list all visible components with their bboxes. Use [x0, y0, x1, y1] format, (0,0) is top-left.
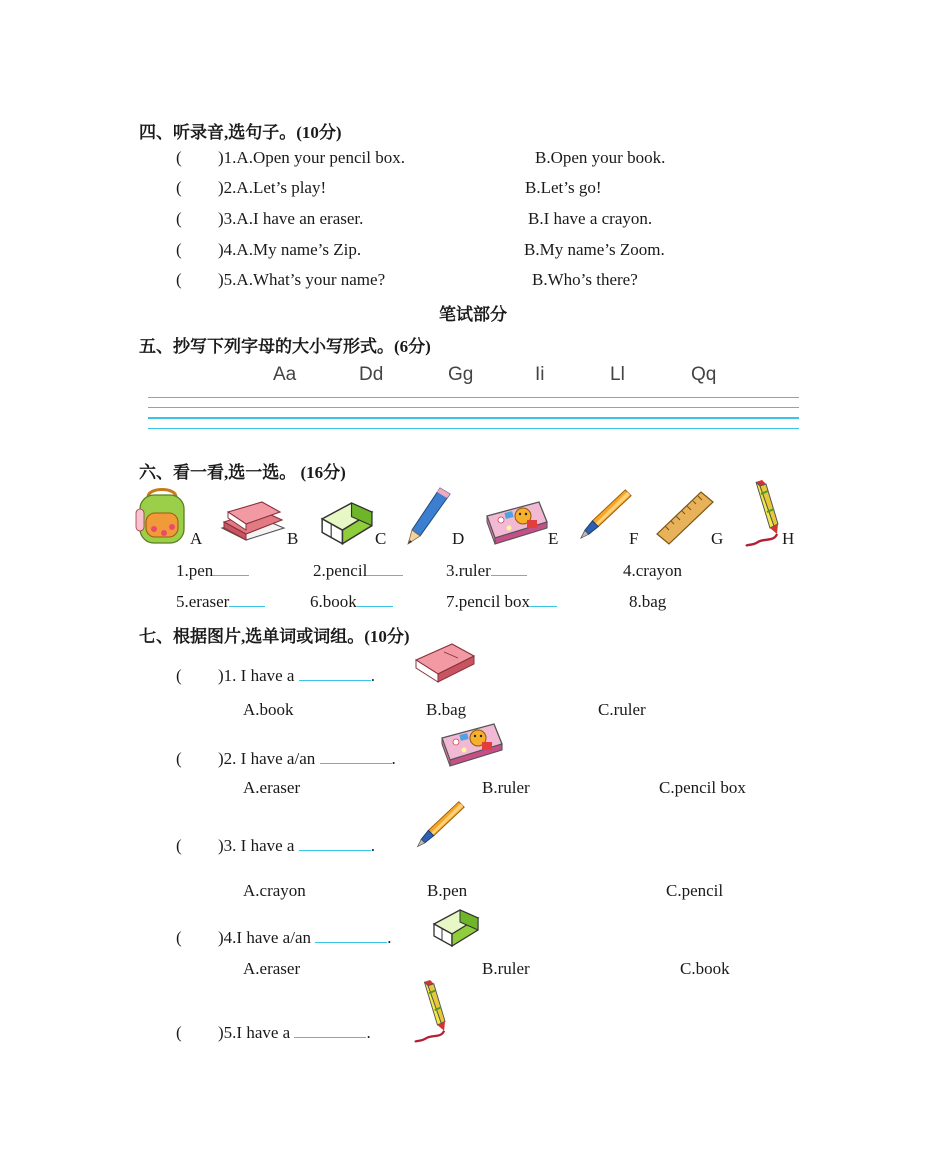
option-a: A.My name’s Zip. [236, 240, 362, 259]
match-word: 5.eraser [176, 592, 230, 611]
listen-item-4-a [218, 240, 361, 260]
listen-item-4-b: B.My name’s Zoom. [524, 240, 665, 259]
answer-paren: ( [176, 928, 182, 947]
pencil-icon [404, 486, 452, 546]
answer-blank[interactable] [213, 561, 249, 576]
answer-blank[interactable] [491, 561, 527, 576]
match-word: 2.pencil [313, 561, 368, 580]
listen-item-3-b: B.I have a crayon. [528, 209, 653, 228]
question-number: )4. [218, 928, 237, 947]
option-a: A.eraser [243, 778, 301, 797]
section-6-title: 六、看一看,选一选。 (16分) [139, 463, 346, 482]
backpack-icon [134, 485, 190, 547]
eraser-icon [430, 902, 482, 948]
writing-line [148, 417, 799, 419]
letter-pair: Aa [273, 364, 297, 385]
section-4-title: 四、听录音,选句子。(10分) [139, 123, 342, 142]
match-item-2 [313, 561, 403, 581]
picture-label: F [629, 529, 639, 548]
question-5 [218, 1023, 371, 1043]
match-item-7 [446, 592, 557, 612]
question-number: )1. [218, 666, 237, 685]
item-number: )4. [218, 240, 237, 259]
letter-pair: Gg [448, 364, 474, 385]
item-number: )5. [218, 270, 237, 289]
question-1 [218, 666, 375, 686]
option-b: B.ruler [482, 959, 530, 978]
picture-label: C [375, 529, 387, 548]
question-2 [218, 749, 396, 769]
item-number: )2. [218, 178, 237, 197]
section-7-title: 七、根据图片,选单词或词组。(10分) [139, 627, 410, 646]
answer-paren: ( [176, 666, 182, 685]
question-end: . [370, 836, 375, 855]
question-end: . [370, 666, 375, 685]
letter-pair: Ll [610, 364, 625, 385]
pen-icon [577, 487, 633, 543]
eraser-icon [316, 494, 378, 546]
question-3 [218, 836, 375, 856]
picture-label: H [782, 529, 795, 548]
match-word: 4.crayon [623, 561, 683, 580]
writing-line [148, 407, 799, 408]
question-4 [218, 928, 392, 948]
match-word: 7.pencil box [446, 592, 531, 611]
match-item-6 [310, 592, 393, 612]
question-stem: I have a [236, 1023, 291, 1042]
answer-paren: ( [176, 749, 182, 768]
question-stem: I have a/an [240, 749, 316, 768]
option-a: A.I have an eraser. [236, 209, 364, 228]
picture-label: G [711, 529, 724, 548]
option-b: B.pen [427, 881, 468, 900]
option-b: B.ruler [482, 778, 530, 797]
writing-line [148, 397, 799, 398]
match-word: 8.bag [629, 592, 667, 611]
writing-line [148, 428, 799, 429]
option-c: C.book [680, 959, 730, 978]
question-stem: I have a/an [236, 928, 311, 947]
question-number: )3. [218, 836, 237, 855]
answer-paren: ( [176, 270, 182, 289]
item-number: )1. [218, 148, 237, 167]
picture-label: B [287, 529, 299, 548]
picture-label: D [452, 529, 465, 548]
option-a: A.What’s your name? [236, 270, 386, 289]
option-b: B.bag [426, 700, 467, 719]
answer-blank[interactable] [299, 836, 371, 851]
question-number: )5. [218, 1023, 237, 1042]
letter-pair: Qq [691, 364, 717, 385]
listen-item-2-b: B.Let’s go! [525, 178, 602, 197]
option-a: A.book [243, 700, 294, 719]
item-number: )3. [218, 209, 237, 228]
option-c: C.pencil box [659, 778, 746, 797]
option-a: A.eraser [243, 959, 301, 978]
listen-item-2-a [218, 178, 326, 198]
option-a: A.crayon [243, 881, 306, 900]
listen-item-3-a [218, 209, 363, 229]
letter-pair: Ii [535, 364, 545, 385]
match-item-1 [176, 561, 249, 581]
answer-paren: ( [176, 209, 182, 228]
listen-item-1-a [218, 148, 405, 168]
question-end: . [387, 928, 392, 947]
answer-blank[interactable] [357, 592, 393, 607]
picture-label: E [548, 529, 559, 548]
pen-icon [414, 798, 466, 852]
answer-blank[interactable] [229, 592, 265, 607]
match-item-4 [623, 561, 682, 581]
match-item-8 [629, 592, 666, 612]
written-part-heading: 笔试部分 [439, 305, 507, 324]
option-a: A.Open your pencil box. [236, 148, 405, 167]
match-word: 1.pen [176, 561, 214, 580]
book-icon [414, 640, 476, 686]
picture-label: A [190, 529, 203, 548]
match-word: 3.ruler [446, 561, 491, 580]
answer-paren: ( [176, 836, 182, 855]
listen-item-5-a [218, 270, 385, 290]
listen-item-5-b: B.Who’s there? [532, 270, 638, 289]
answer-paren: ( [176, 178, 182, 197]
answer-blank[interactable] [294, 1023, 366, 1038]
match-word: 6.book [310, 592, 357, 611]
answer-paren: ( [176, 148, 182, 167]
listen-item-1-b: B.Open your book. [535, 148, 666, 167]
match-item-3 [446, 561, 527, 581]
match-item-5 [176, 592, 265, 612]
letter-pair: Dd [359, 364, 384, 385]
section-5-title: 五、抄写下列字母的大小写形式。(6分) [139, 337, 431, 356]
answer-blank[interactable] [299, 666, 371, 681]
answer-paren: ( [176, 240, 182, 259]
question-number: )2. [218, 749, 237, 768]
option-a: A.Let’s play! [236, 178, 327, 197]
books-icon [220, 500, 288, 546]
pencil-box-icon [438, 720, 506, 768]
question-stem: I have a [240, 836, 295, 855]
answer-blank[interactable] [367, 561, 403, 576]
question-end: . [391, 749, 396, 768]
option-c: C.pencil [666, 881, 724, 900]
crayon-icon [742, 480, 782, 546]
ruler-icon [655, 490, 715, 546]
pencil-box-icon [482, 498, 552, 546]
question-end: . [366, 1023, 371, 1042]
option-c: C.ruler [598, 700, 646, 719]
crayon-icon [412, 980, 448, 1042]
answer-blank[interactable] [320, 749, 392, 764]
answer-blank[interactable] [315, 928, 387, 943]
answer-paren: ( [176, 1023, 182, 1042]
question-stem: I have a [240, 666, 295, 685]
answer-blank[interactable] [530, 592, 557, 607]
